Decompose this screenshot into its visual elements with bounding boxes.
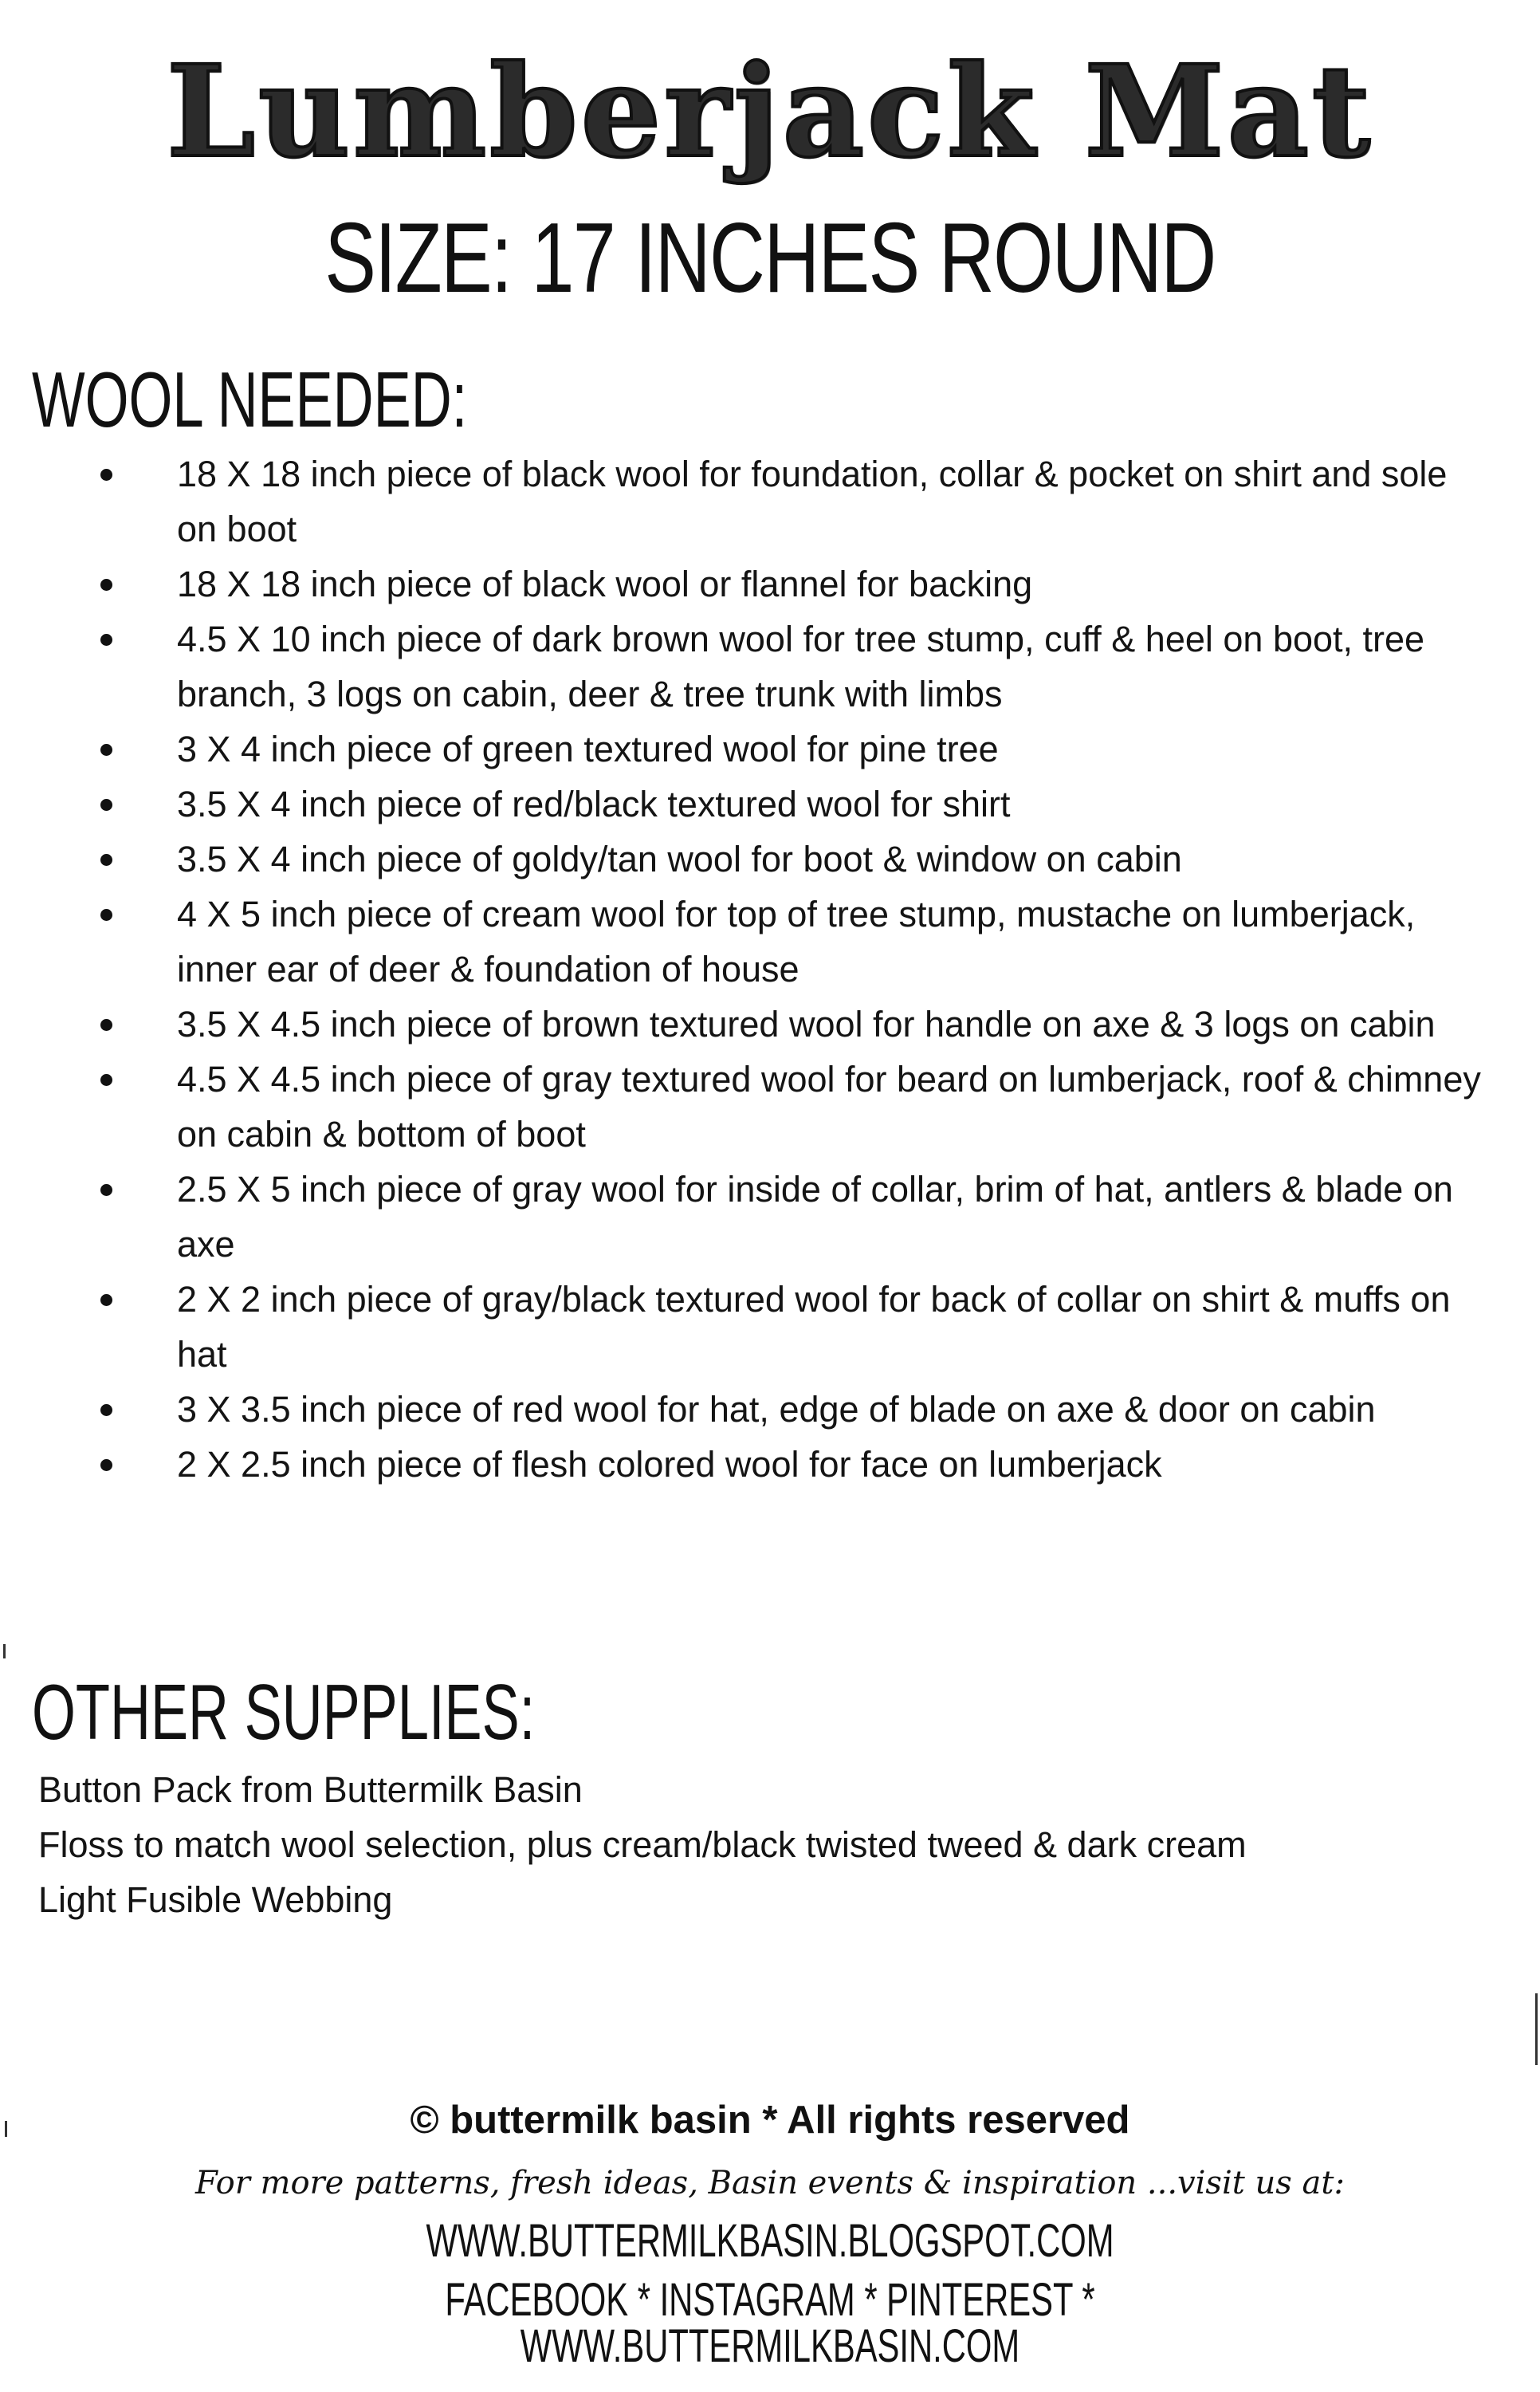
wool-item [0,612,1540,722]
wool-item [0,1382,1540,1437]
supply-item: Floss to match wool selection, plus cream/black twisted tweed & dark cream [38,1824,1247,1865]
bullet-icon [100,909,112,921]
wool-item-text: 3.5 X 4.5 inch piece of brown textured wool for handle on axe & 3 logs on cabin [177,1004,1436,1045]
bullet-icon [100,1294,112,1306]
wool-item-text: 4.5 X 4.5 inch piece of gray textured wool for beard on lumberjack, roof & chimney on cabin & bottom of boot [177,1059,1481,1155]
bullet-icon [100,1404,112,1416]
bullet-icon [100,1074,112,1086]
wool-item-text: 2 X 2.5 inch piece of flesh colored wool for face on lumberjack [177,1444,1162,1485]
wool-list [0,447,1540,1492]
other-supplies-heading: OTHER SUPPLIES: [32,1668,536,1756]
scan-edge-mark [3,1644,6,1658]
supply-item: Button Pack from Buttermilk Basin [38,1769,583,1810]
wool-item-text: 3.5 X 4 inch piece of goldy/tan wool for boot & window on cabin [177,839,1182,879]
wool-item-text: 18 X 18 inch piece of black wool or flannel for backing [177,564,1033,604]
wool-item [0,447,1540,557]
wool-item-text: 18 X 18 inch piece of black wool for foundation, collar & pocket on shirt and sole on boot [177,454,1448,549]
wool-item [0,722,1540,777]
supply-item: Light Fusible Webbing [38,1879,393,1920]
page-subtitle: SIZE: 17 INCHES ROUND [324,203,1216,313]
bullet-icon [100,1019,112,1031]
wool-item-text: 2.5 X 5 inch piece of gray wool for inside of collar, brim of hat, antlers & blade on axe [177,1169,1453,1265]
wool-item [0,1272,1540,1382]
supplies-list [38,1762,1505,1927]
wool-item [0,1437,1540,1492]
bullet-icon [100,579,112,591]
page-title: Lumberjack Mat [167,38,1373,186]
wool-item-text: 4.5 X 10 inch piece of dark brown wool for tree stump, cuff & heel on boot, tree branch, 3 logs on cabin, deer & tree trunk with limbs [177,619,1425,714]
wool-item [0,1162,1540,1272]
bullet-icon [100,469,112,481]
scan-edge-mark [1535,1993,1538,2065]
wool-item-text: 3.5 X 4 inch piece of red/black textured wool for shirt [177,784,1011,824]
wool-needed-heading: WOOL NEEDED: [32,356,468,443]
wool-item-text: 4 X 5 inch piece of cream wool for top of tree stump, mustache on lumberjack, inner ear of deer & foundation of house [177,894,1416,989]
footer-tagline: For more patterns, fresh ideas, Basin events & inspiration ...visit us at: [195,2165,1345,2201]
blog-url: WWW.BUTTERMILKBASIN.BLOGSPOT.COM [426,2215,1114,2267]
scan-edge-mark [5,2121,7,2137]
bullet-icon [100,854,112,866]
wool-item [0,997,1540,1052]
wool-item [0,1052,1540,1162]
wool-item [0,832,1540,887]
bullet-icon [100,1459,112,1471]
wool-item-text: 2 X 2 inch piece of gray/black textured wool for back of collar on shirt & muffs on hat [177,1279,1451,1375]
wool-item [0,777,1540,832]
wool-item [0,557,1540,612]
bullet-icon [100,799,112,811]
bullet-icon [100,1184,112,1196]
wool-item-text: 3 X 3.5 inch piece of red wool for hat, edge of blade on axe & door on cabin [177,1389,1376,1430]
social-links-line: FACEBOOK * INSTAGRAM * PINTEREST * WWW.BUTTERMILKBASIN.COM [445,2274,1095,2372]
wool-item [0,887,1540,997]
bullet-icon [100,634,112,646]
copyright-line: © buttermilk basin * All rights reserved [410,2099,1130,2142]
wool-item-text: 3 X 4 inch piece of green textured wool for pine tree [177,729,999,769]
bullet-icon [100,744,112,756]
